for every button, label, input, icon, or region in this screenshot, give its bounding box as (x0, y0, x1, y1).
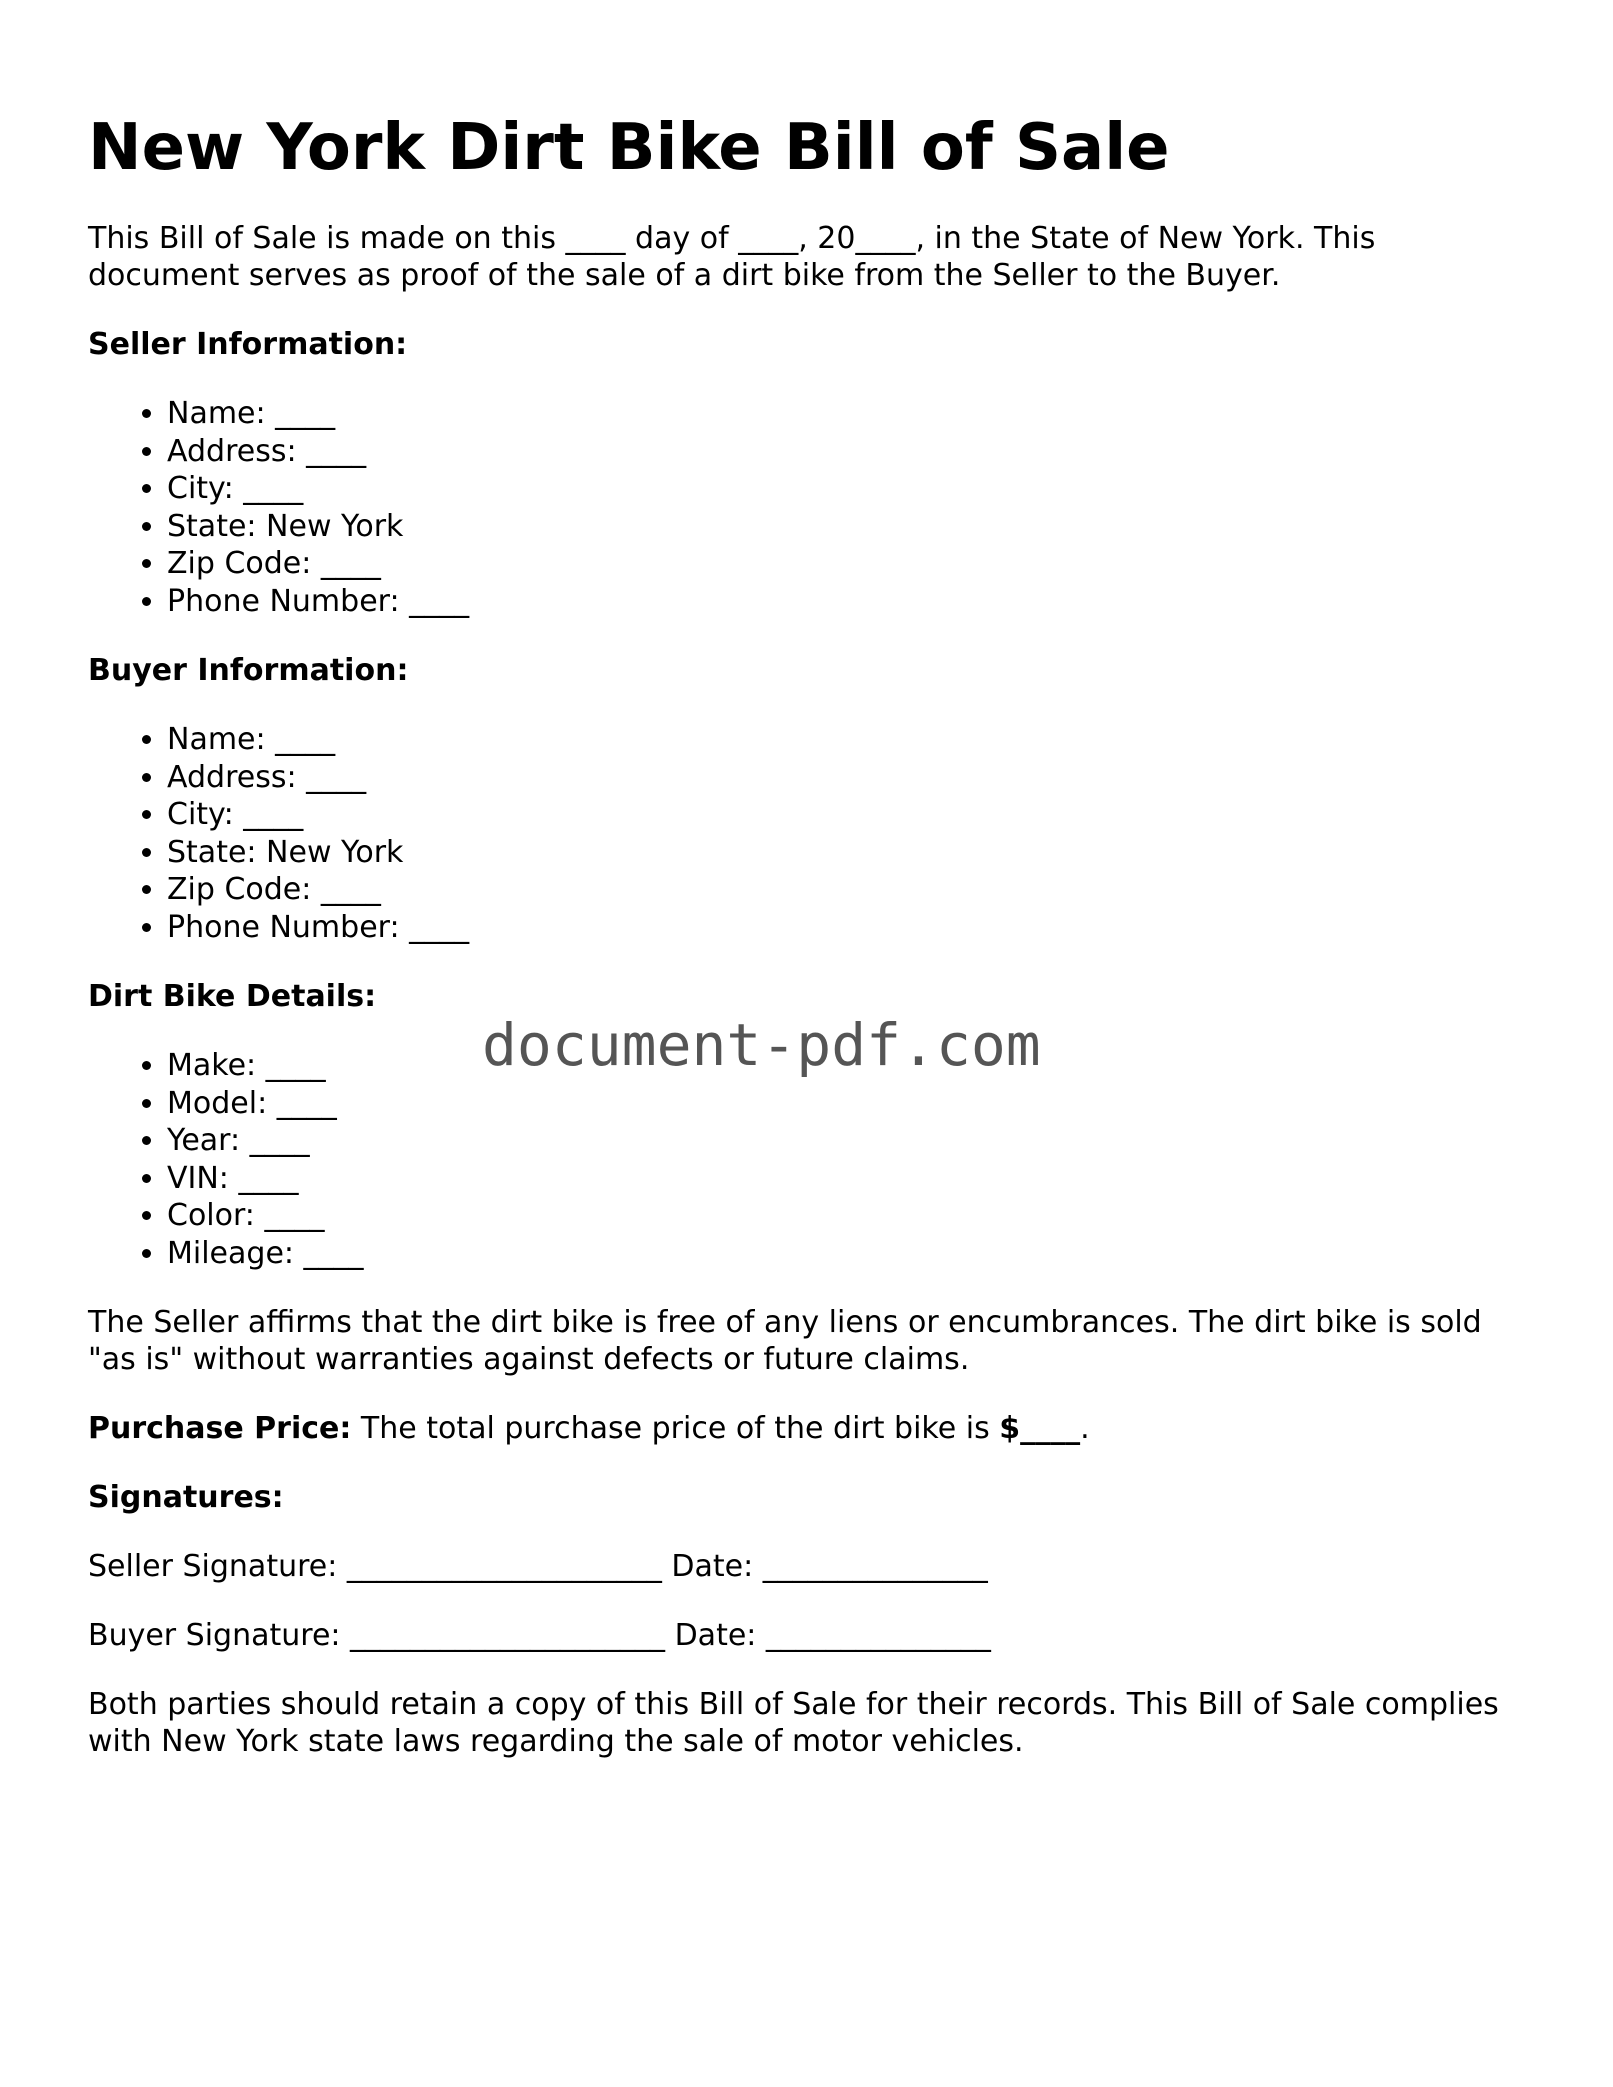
bike-vin: • VIN: ____ (167, 1160, 1528, 1198)
bike-model: • Model: ____ (167, 1085, 1528, 1123)
buyer-heading: Buyer Information: (88, 653, 409, 688)
seller-state: • State: New York (167, 508, 1528, 546)
bike-mileage: • Mileage: ____ (167, 1235, 1528, 1273)
purchase-price-end: . (1080, 1411, 1090, 1446)
buyer-signature-line: Buyer Signature: _____________________ Date: _______________ (88, 1618, 991, 1653)
seller-zip: • Zip Code: ____ (167, 545, 1528, 583)
seller-list (88, 395, 1528, 620)
purchase-price-paragraph (88, 1410, 1528, 1447)
signatures-heading: Signatures: (88, 1480, 284, 1515)
buyer-state: • State: New York (167, 834, 1528, 872)
buyer-name: • Name: ____ (167, 721, 1528, 759)
bike-make: • Make: ____ (167, 1047, 1528, 1085)
bike-list (88, 1047, 1528, 1272)
purchase-price-amount: $____ (999, 1411, 1081, 1446)
buyer-address: • Address: ____ (167, 759, 1528, 797)
buyer-list (88, 721, 1528, 946)
seller-phone: • Phone Number: ____ (167, 583, 1528, 621)
buyer-zip: • Zip Code: ____ (167, 871, 1528, 909)
buyer-city: • City: ____ (167, 796, 1528, 834)
seller-name: • Name: ____ (167, 395, 1528, 433)
purchase-price-label: Purchase Price: (88, 1411, 352, 1446)
document-title: New York Dirt Bike Bill of Sale (88, 111, 1170, 185)
seller-signature-line: Seller Signature: _____________________ Date: _______________ (88, 1549, 988, 1584)
bike-year: • Year: ____ (167, 1122, 1528, 1160)
seller-address: • Address: ____ (167, 433, 1528, 471)
closing-paragraph: Both parties should retain a copy of this Bill of Sale for their records. This Bill of Sale complies with New York state laws regarding the sale of motor vehicles. (88, 1687, 1499, 1759)
intro-paragraph: This Bill of Sale is made on this ____ day of ____, 20____, in the State of New York. This document serves as proof of the sale of a dirt bike from the Seller to the Buyer. (88, 221, 1376, 293)
purchase-price-text: The total purchase price of the dirt bike is (351, 1411, 1000, 1446)
seller-city: • City: ____ (167, 470, 1528, 508)
watermark: document-pdf.com (482, 1011, 1041, 1079)
affirmation-paragraph: The Seller affirms that the dirt bike is free of any liens or encumbrances. The dirt bike is sold "as is" without warranties against defects or future claims. (88, 1305, 1482, 1377)
bike-heading: Dirt Bike Details: (88, 979, 377, 1014)
buyer-phone: • Phone Number: ____ (167, 909, 1528, 947)
seller-heading: Seller Information: (88, 327, 408, 362)
document-page (88, 108, 1528, 1792)
bike-color: • Color: ____ (167, 1197, 1528, 1235)
